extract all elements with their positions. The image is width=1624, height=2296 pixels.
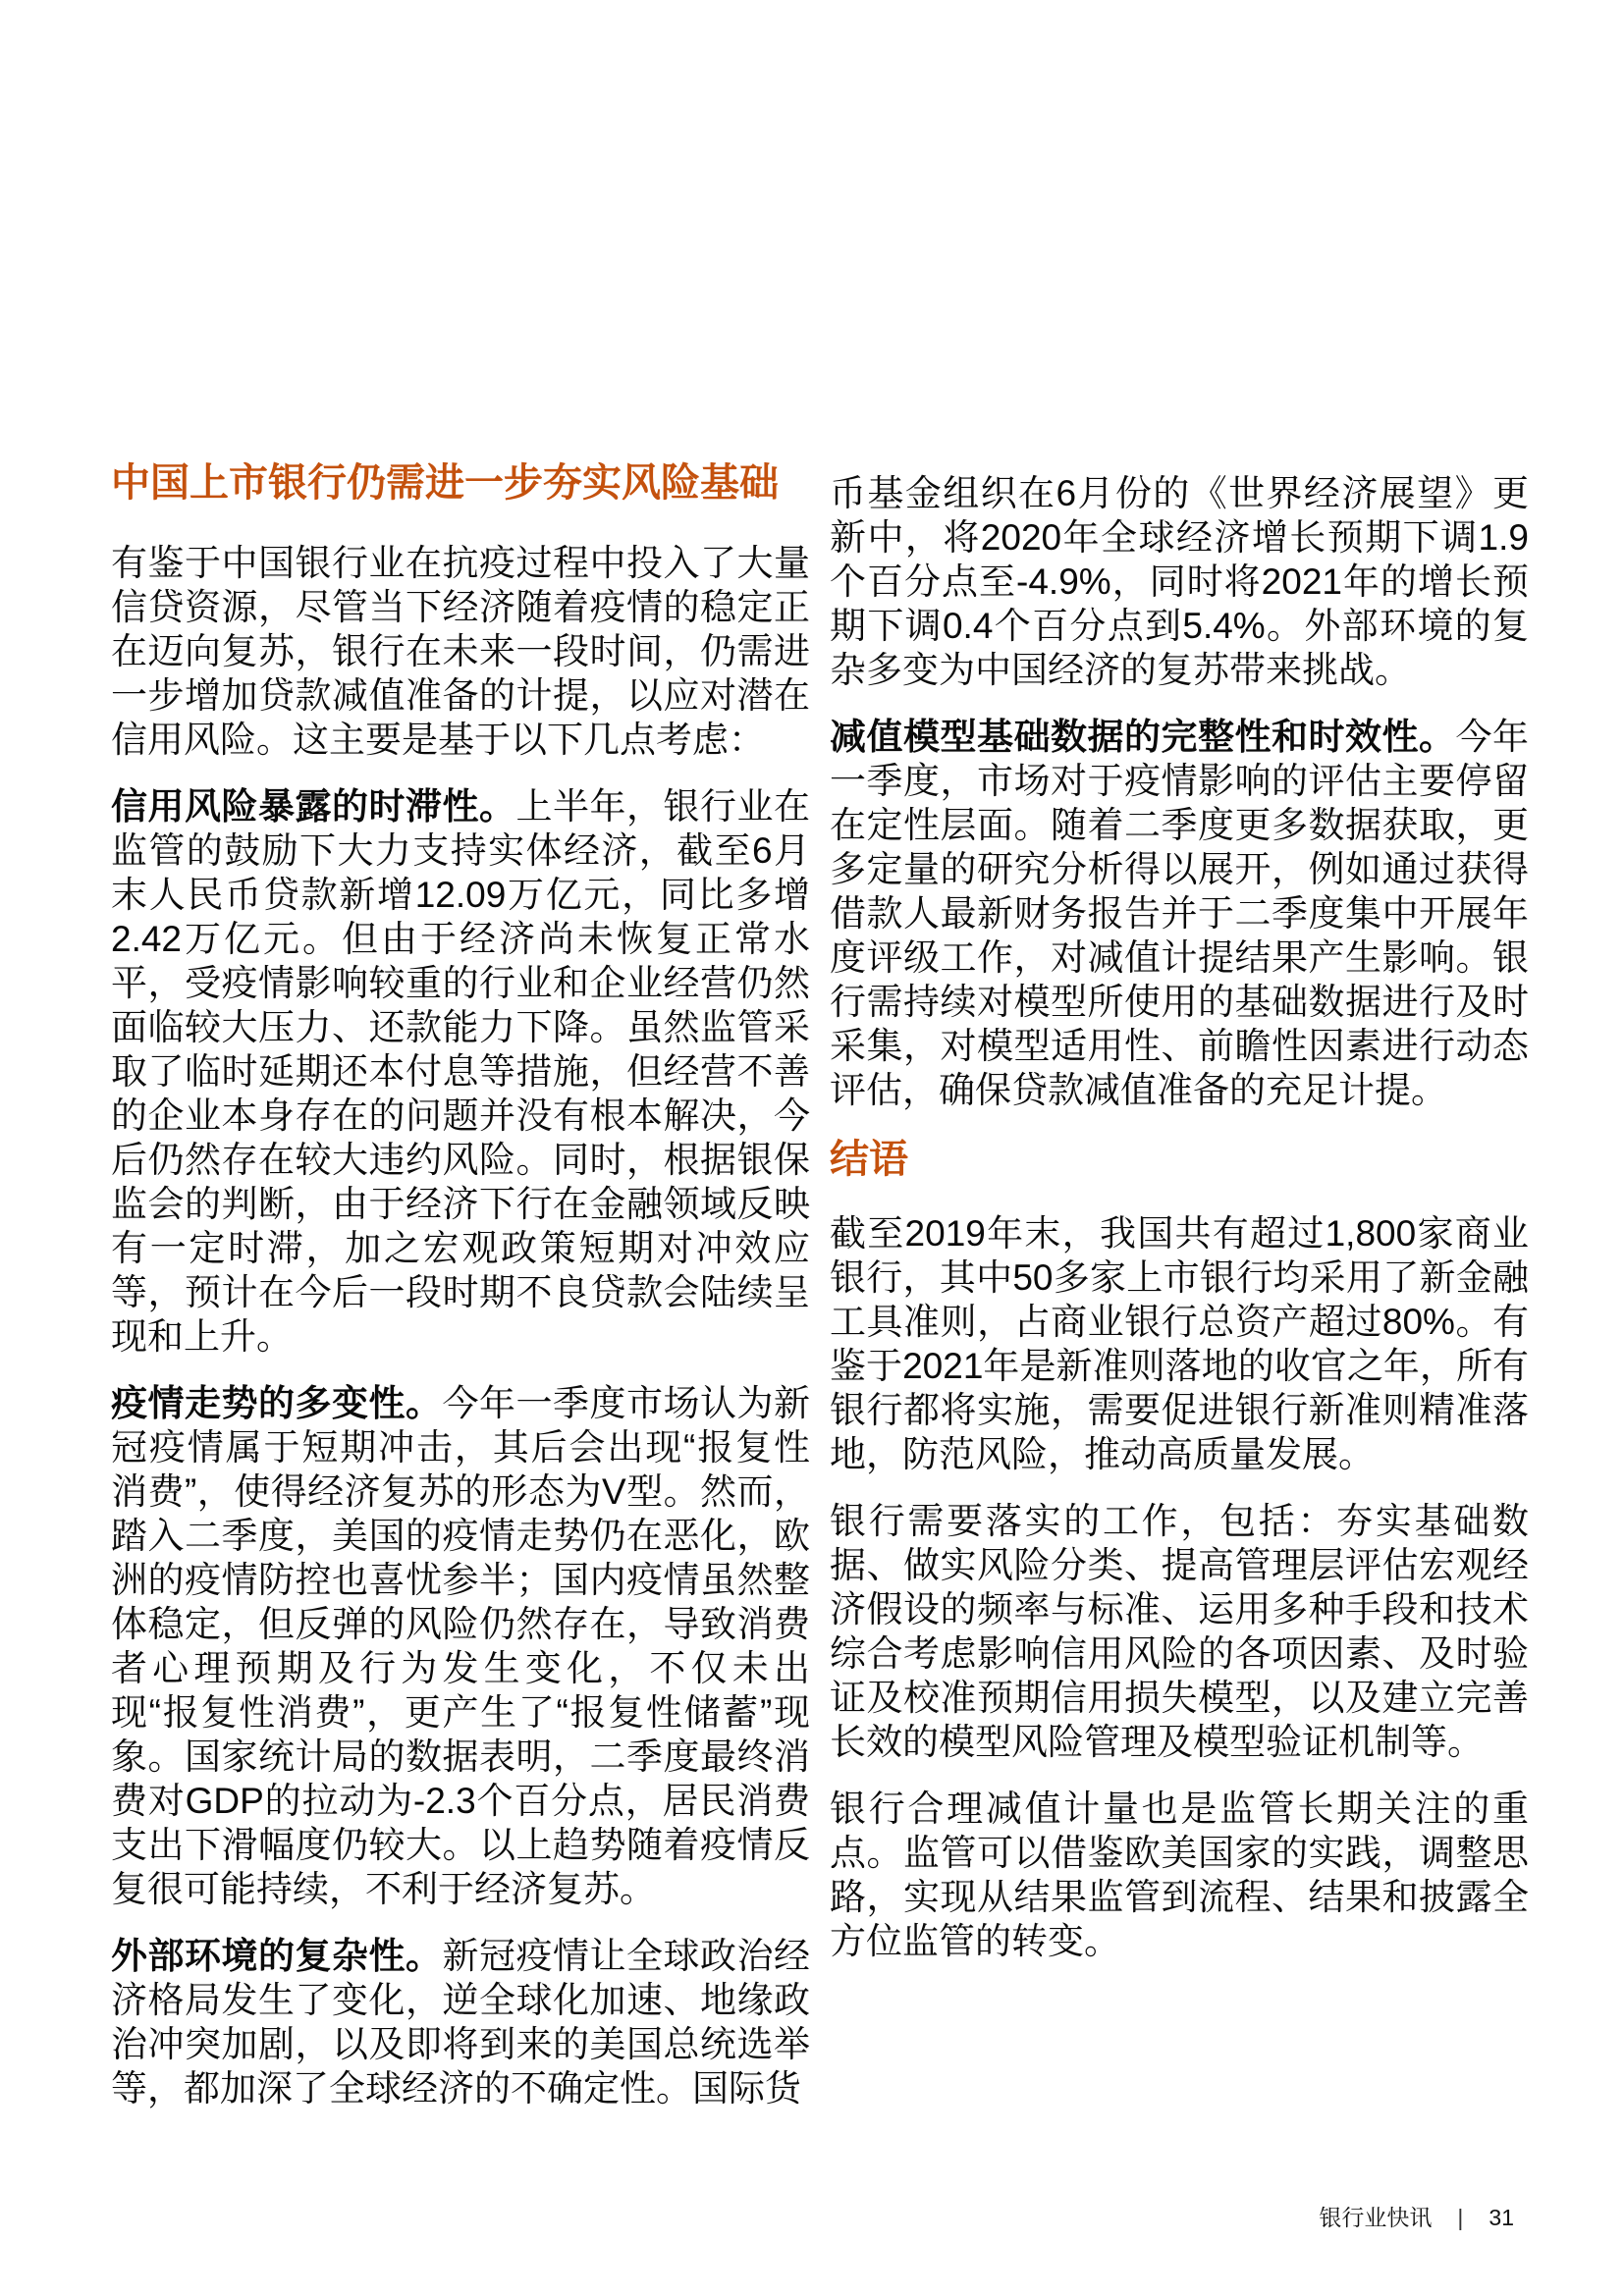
runin-heading-pandemic-volatility: 疫情走势的多变性。 [111, 1383, 443, 1423]
right-column [830, 471, 1529, 1986]
runin-heading-model-data: 减值模型基础数据的完整性和时效性。 [830, 717, 1456, 757]
paragraph-text: 截至2019年末，我国共有超过1,800家商业银行，其中50多家上市银行均采用了新金融工具准则，占商业银行总资产超过80%。有鉴于2021年是新准则落地的收官之年，所有银行都将实施，需要促进银行新准则精准落地，防范风险，推动高质量发展。 [830, 1213, 1529, 1474]
paragraph-conclusion-1 [830, 1211, 1529, 1476]
paragraph-model-data [830, 715, 1529, 1112]
paragraph-text: 币基金组织在6月份的《世界经济展望》更新中，将2020年全球经济增长预期下调1.9个百分点至-4.9%，同时将2021年的增长预期下调0.4个百分点到5.4%。外部环境的复杂多变为中国经济的复苏带来挑战。 [830, 473, 1529, 690]
left-column [111, 458, 810, 2133]
runin-heading-external-complexity: 外部环境的复杂性。 [111, 1936, 443, 1976]
page-title: 中国上市银行仍需进一步夯实风险基础 [111, 461, 779, 505]
paragraph-text: 银行需要落实的工作，包括：夯实基础数据、做实风险分类、提高管理层评估宏观经济假设的频率与标准、运用多种手段和技术综合考虑影响信用风险的各项因素、及时验证及校准预期信用损失模型，以及建立完善长效的模型风险管理及模型验证机制等。 [830, 1501, 1529, 1762]
paragraph-conclusion-2 [830, 1499, 1529, 1764]
paragraph-text: 新冠疫情让全球政治经济格局发生了变化，逆全球化加速、地缘政治冲突加剧，以及即将到来的美国总统选举等，都加深了全球经济的不确定性。国际货 [111, 1936, 810, 2109]
page-footer [1319, 2203, 1514, 2232]
paragraph-intro [111, 541, 810, 762]
paragraph-text: 上半年，银行业在监管的鼓励下大力支持实体经济，截至6月末人民币贷款新增12.09万亿元，同比多增2.42万亿元。但由于经济尚未恢复正常水平，受疫情影响较重的行业和企业经营仍然面临较大压力、还款能力下降。虽然监管采取了临时延期还本付息等措施，但经营不善的企业本身存在的问题并没有根本解决，今后仍然存在较大违约风险。同时，根据银保监会的判断，由于经济下行在金融领域反映有一定时滞，加之宏观政策短期对冲效应等，预计在今后一段时期不良贷款会陆续呈现和上升。 [111, 786, 810, 1357]
paragraph-imf-outlook [830, 471, 1529, 692]
paragraph-text: 银行合理减值计量也是监管长期关注的重点。监管可以借鉴欧美国家的实践，调整思路，实现从结果监管到流程、结果和披露全方位监管的转变。 [830, 1789, 1529, 1961]
paragraph-pandemic-volatility [111, 1381, 810, 1911]
section-heading-conclusion: 结语 [830, 1138, 908, 1181]
paragraph-text: 今年一季度市场认为新冠疫情属于短期冲击，其后会出现“报复性消费”，使得经济复苏的形态为V型。然而，踏入二季度，美国的疫情走势仍在恶化，欧洲的疫情防控也喜忧参半；国内疫情虽然整体稳定，但反弹的风险仍然存在，导致消费者心理预期及行为发生变化，不仅未出现“报复性消费”，更产生了“报复性储蓄”现象。国家统计局的数据表明，二季度最终消费对GDP的拉动为-2.3个百分点，居民消费支出下滑幅度仍较大。以上趋势随着疫情反复很可能持续，不利于经济复苏。 [111, 1383, 810, 1909]
paragraph-external-complexity [111, 1934, 810, 2110]
footer-publication-title: 银行业快讯 [1319, 2205, 1433, 2230]
paragraph-text: 今年一季度，市场对于疫情影响的评估主要停留在定性层面。随着二季度更多数据获取，更多定量的研究分析得以展开，例如通过获得借款人最新财务报告并于二季度集中开展年度评级工作，对减值计提结果产生影响。银行需持续对模型所使用的基础数据进行及时采集，对模型适用性、前瞻性因素进行动态评估，确保贷款减值准备的充足计提。 [830, 717, 1529, 1110]
runin-heading-credit-risk-lag: 信用风险暴露的时滞性。 [111, 786, 516, 827]
footer-separator: | [1457, 2205, 1464, 2230]
paragraph-credit-risk-lag [111, 784, 810, 1359]
paragraph-conclusion-3 [830, 1787, 1529, 1963]
footer-page-number: 31 [1489, 2205, 1514, 2230]
paragraph-text: 有鉴于中国银行业在抗疫过程中投入了大量信贷资源，尽管当下经济随着疫情的稳定正在迈向复苏，银行在未来一段时间，仍需进一步增加贷款减值准备的计提，以应对潜在信用风险。这主要是基于以下几点考虑： [111, 543, 810, 760]
